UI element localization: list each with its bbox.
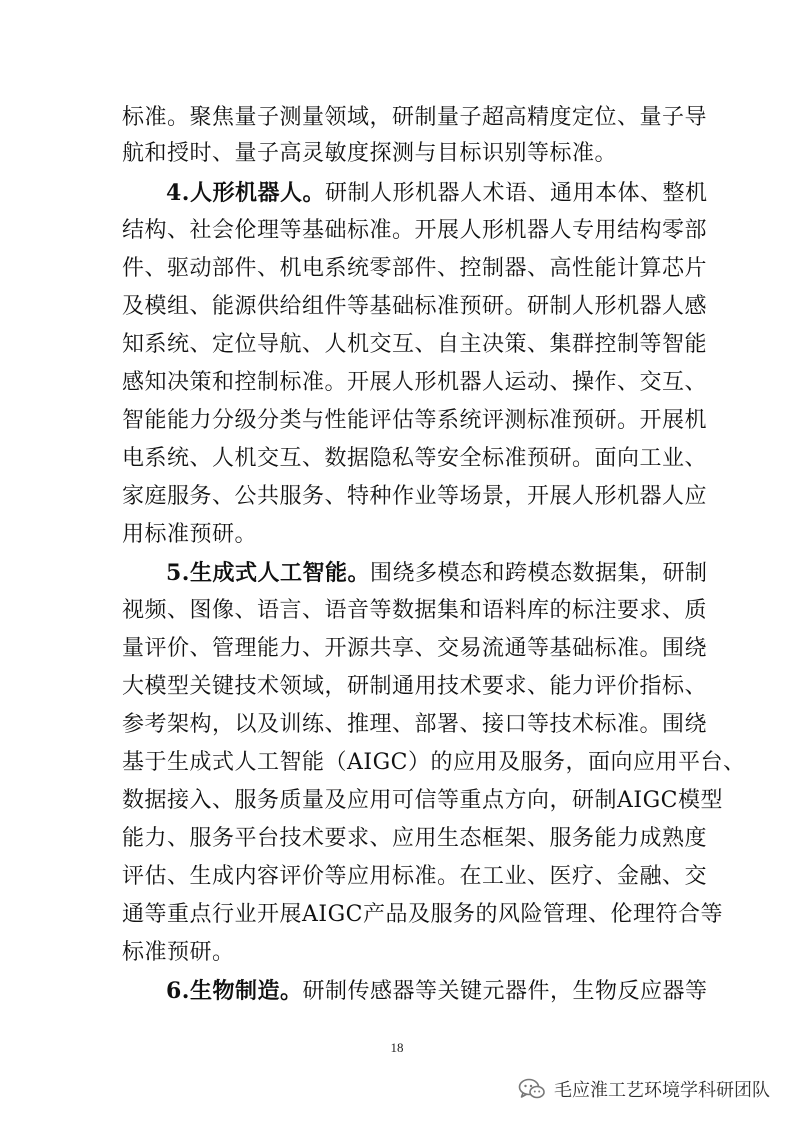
- paragraph-line: 感知决策和控制标准。开展人形机器人运动、操作、交互、: [122, 370, 708, 395]
- section-heading: 4.人形机器人。: [166, 180, 325, 206]
- paragraph-line: 件、驱动部件、机电系统零部件、控制器、高性能计算芯片: [122, 256, 708, 281]
- paragraph-line: 大模型关键技术领域，研制通用技术要求、能力评价指标、: [122, 674, 708, 699]
- page-number: 18: [390, 1040, 404, 1055]
- paragraph-line: 智能能力分级分类与性能评估等系统评测标准预研。开展机: [122, 408, 708, 433]
- section-heading-line: 4.人形机器人。研制人形机器人术语、通用本体、整机: [166, 180, 708, 206]
- paragraph-line: 知系统、定位导航、人机交互、自主决策、集群控制等智能: [122, 332, 708, 357]
- paragraph-line: 航和授时、量子高灵敏度探测与目标识别等标准。: [122, 141, 618, 166]
- paragraph-line: 用标准预研。: [122, 522, 258, 547]
- paragraph-line: 视频、图像、语言、语音等数据集和语料库的标注要求、质: [122, 598, 708, 623]
- paragraph-line: 家庭服务、公共服务、特种作业等场景，开展人形机器人应: [122, 484, 708, 509]
- paragraph-line: 标准预研。: [122, 940, 235, 965]
- paragraph-line: 通等重点行业开展AIGC产品及服务的风险管理、伦理符合等: [122, 902, 723, 927]
- paragraph-line: 标准。聚焦量子测量领域，研制量子超高精度定位、量子导: [122, 105, 708, 130]
- paragraph-line: 数据接入、服务质量及应用可信等重点方向，研制AIGC模型: [122, 788, 723, 813]
- paragraph-line: 能力、服务平台技术要求、应用生态框架、服务能力成熟度: [122, 826, 708, 851]
- paragraph-line: 及模组、能源供给组件等基础标准预研。研制人形机器人感: [122, 294, 708, 319]
- paragraph-line: 电系统、人机交互、数据隐私等安全标准预研。面向工业、: [122, 446, 708, 471]
- paragraph-line: 参考架构，以及训练、推理、部署、接口等技术标准。围绕: [122, 712, 708, 737]
- wechat-icon: [518, 1077, 546, 1101]
- watermark-label: 毛应淮工艺环境学科研团队: [554, 1080, 770, 1101]
- wechat-watermark: [518, 1074, 770, 1104]
- paragraph-line: 基于生成式人工智能（AIGC）的应用及服务，面向应用平台、: [122, 750, 746, 775]
- section-heading-line: 5.生成式人工智能。围绕多模态和跨模态数据集，研制: [166, 560, 708, 586]
- section-heading-line: 6.生物制造。研制传感器等关键元器件，生物反应器等: [166, 978, 708, 1004]
- section-heading: 6.生物制造。: [166, 978, 303, 1004]
- paragraph-line: 结构、社会伦理等基础标准。开展人形机器人专用结构零部: [122, 218, 708, 243]
- paragraph-line: 评估、生成内容评价等应用标准。在工业、医疗、金融、交: [122, 864, 708, 889]
- section-heading: 5.生成式人工智能。: [166, 560, 370, 586]
- paragraph-line: 量评价、管理能力、开源共享、交易流通等基础标准。围绕: [122, 636, 708, 661]
